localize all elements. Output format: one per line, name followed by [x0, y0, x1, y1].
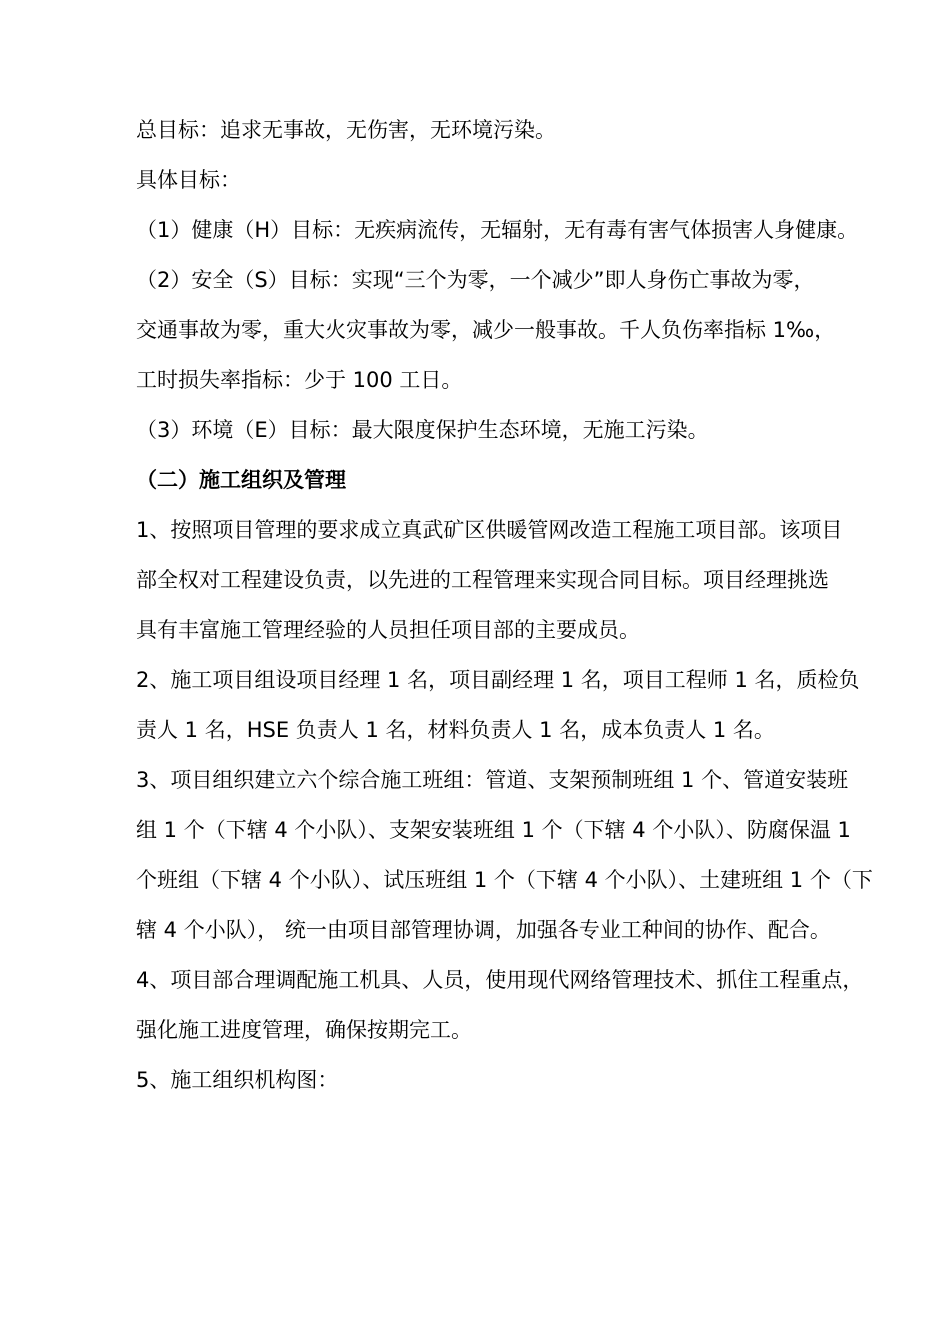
goal-safety-line-1: （2）安全（S）目标：实现“三个为零，一个减少”即人身伤亡事故为零， [136, 268, 815, 292]
item-3-line-4: 辖 4 个小队）， 统一由项目部管理协调，加强各专业工种间的协作、配合。 [136, 918, 831, 942]
item-3-line-2: 组 1 个（下辖 4 个小队）、支架安装班组 1 个（下辖 4 个小队）、防腐保温 1 [136, 818, 851, 842]
goal-specific-heading: 具体目标： [136, 168, 241, 192]
item-1-line-2: 部全权对工程建设负责，以先进的工程管理来实现合同目标。项目经理挑选 [136, 568, 829, 592]
section-heading: （二）施工组织及管理 [136, 468, 346, 492]
goal-overall: 总目标：追求无事故，无伤害，无环境污染。 [136, 118, 556, 142]
goal-safety-line-2: 交通事故为零，重大火灾事故为零，减少一般事故。千人负伤率指标 1‰， [136, 318, 836, 342]
item-1-line-3: 具有丰富施工管理经验的人员担任项目部的主要成员。 [136, 618, 640, 642]
item-1-line-1: 1、按照项目管理的要求成立真武矿区供暖管网改造工程施工项目部。该项目 [136, 518, 843, 542]
item-4-line-2: 强化施工进度管理，确保按期完工。 [136, 1018, 472, 1042]
goal-environment: （3）环境（E）目标：最大限度保护生态环境，无施工污染。 [136, 418, 709, 442]
item-5: 5、施工组织机构图： [136, 1068, 339, 1092]
goal-safety-line-3: 工时损失率指标：少于 100 工日。 [136, 368, 463, 392]
item-3-line-1: 3、项目组织建立六个综合施工班组：管道、支架预制班组 1 个、管道安装班 [136, 768, 849, 792]
goal-health: （1）健康（H）目标：无疾病流传，无辐射，无有毒有害气体损害人身健康。 [136, 218, 859, 242]
item-4-line-1: 4、项目部合理调配施工机具、人员，使用现代网络管理技术、抓住工程重点， [136, 968, 864, 992]
item-2-line-1: 2、施工项目组设项目经理 1 名，项目副经理 1 名，项目工程师 1 名，质检负 [136, 668, 860, 692]
item-2-line-2: 责人 1 名，HSE 负责人 1 名，材料负责人 1 名，成本负责人 1 名。 [136, 718, 775, 742]
item-3-line-3: 个班组（下辖 4 个小队）、试压班组 1 个（下辖 4 个小队）、土建班组 1 个（下 [136, 868, 873, 892]
